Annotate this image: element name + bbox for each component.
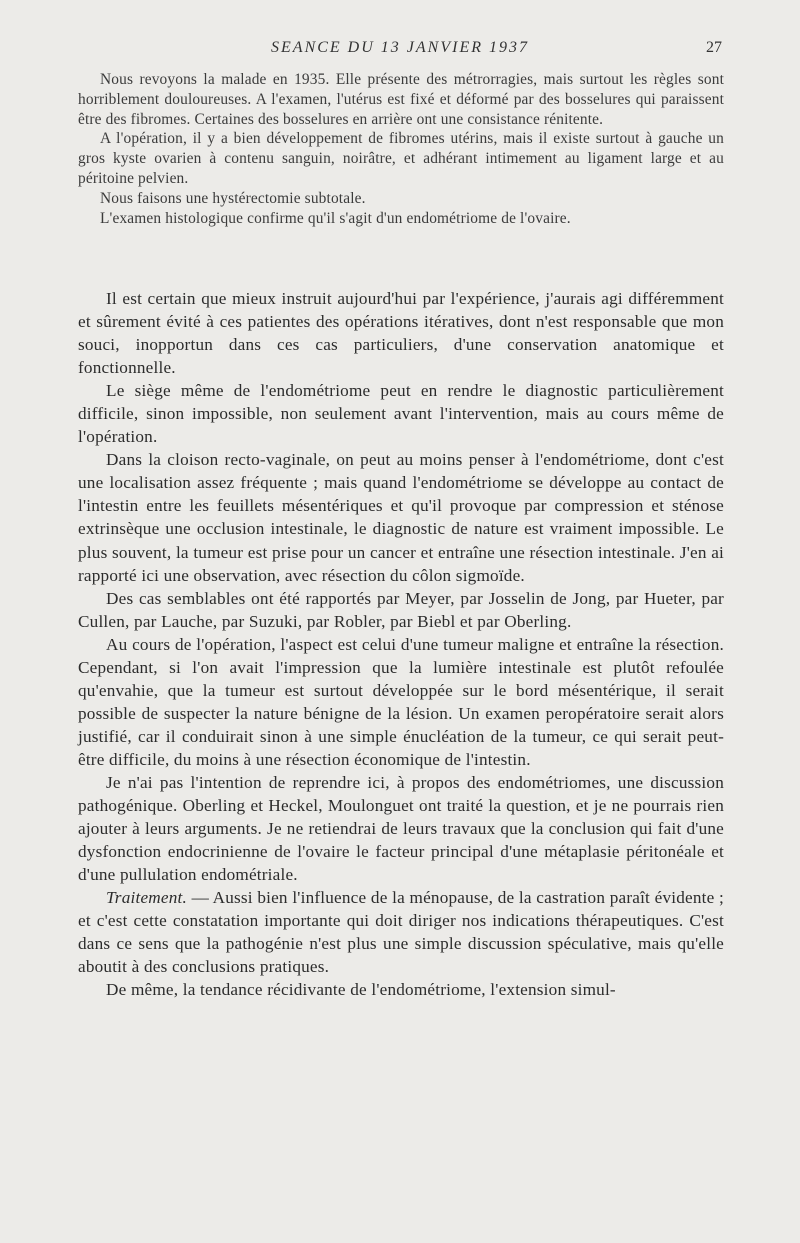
page-header	[78, 36, 722, 60]
case-note-paragraph: A l'opération, il y a bien développement de fibromes utérins, mais il existe surtout à gauche un gros kyste ovarien à contenu sanguin, noirâtre, et adhérant intimement au ligament large et au péritoine pelvien.	[78, 130, 724, 187]
paragraph: De même, la tendance récidivante de l'endométriome, l'extension simul-	[106, 980, 616, 1000]
paragraph: Des cas semblables ont été rapportés par Meyer, par Josselin de Jong, par Hueter, par Cullen, par Lauche, par Suzuki, par Robler, par Biebl et par Oberling.	[78, 588, 724, 631]
case-note-paragraph: Nous revoyons la malade en 1935. Elle présente des métrorragies, mais surtout les règles sont horriblement douloureuses. A l'examen, l'utérus est fixé et déformé par des bosselures qui paraissent être des fibromes. Certaines des bosselures en arrière ont une consistance rénitente.	[78, 71, 724, 128]
page-number: 27	[706, 39, 722, 56]
paragraph: Dans la cloison recto-vaginale, on peut au moins penser à l'endométriome, dont c'est une localisation assez fréquente ; mais quand l'endométriome se développe au contact de l'intestin entre les feuillets mésentériques et qu'il provoque par compression et sténose extrinsèque une occlusion intestinale, le diagnostic de nature est vraiment impossible. Le plus souvent, la tumeur est prise pour un cancer et entraîne une résection intestinale. J'en ai rapporté ici une observation, avec résection du côlon sigmoïde.	[78, 450, 724, 585]
paragraph: Je n'ai pas l'intention de reprendre ici, à propos des endométriomes, une discussion pathogénique. Oberling et Heckel, Moulonguet ont traité la question, et je ne pourrais rien ajouter à leurs arguments. Je ne retiendrai de leurs travaux que la conclusion qui fait d'une dysfonction endocrinienne de l'ovaire le facteur principal d'une métaplasie péritonéale et d'une pullulation endométriale.	[78, 772, 724, 885]
paragraph: Le siège même de l'endométriome peut en rendre le diagnostic particulièrement difficile, sinon impossible, non seulement avant l'intervention, mais au cours même de l'opération.	[78, 381, 724, 447]
treatment-text: — Aussi bien l'influence de la ménopause, de la castration paraît évidente ; et c'est cette constatation importante qui doit diriger nos indications thérapeutiques. C'est dans ce sens que la pathogénie n'est plus une simple discussion spéculative, mais qu'elle aboutit à des conclusions pratiques.	[78, 888, 724, 977]
case-note-paragraph: L'examen histologique confirme qu'il s'agit d'un endométriome de l'ovaire.	[100, 209, 571, 227]
running-title: SEANCE DU 13 JANVIER 1937	[271, 39, 529, 56]
main-text	[78, 287, 724, 1001]
case-note-paragraph: Nous faisons une hystérectomie subtotale.	[100, 189, 366, 207]
section-heading-treatment: Traitement.	[106, 888, 187, 908]
case-note	[78, 70, 724, 228]
paragraph: Au cours de l'opération, l'aspect est celui d'une tumeur maligne et entraîne la résection. Cependant, si l'on avait l'impression que la lumière intestinale est plutôt refoulée qu'envahie, que la tumeur est surtout développée sur le bord mésentérique, il serait possible de suspecter la nature bénigne de la lésion. Un examen peropératoire serait alors justifié, car il conduirait sinon à une simple énucléation de la tumeur, ce qui serait peut-être difficile, du moins à une résection économique de l'intestin.	[78, 634, 724, 769]
paragraph: Il est certain que mieux instruit aujourd'hui par l'expérience, j'aurais agi différemment et sûrement évité à ces patientes des opérations itératives, dont n'est responsable que mon souci, inopportun dans ces cas particuliers, d'une conservation anatomique et fonctionnelle.	[78, 289, 724, 378]
paragraph-treatment	[78, 886, 724, 978]
